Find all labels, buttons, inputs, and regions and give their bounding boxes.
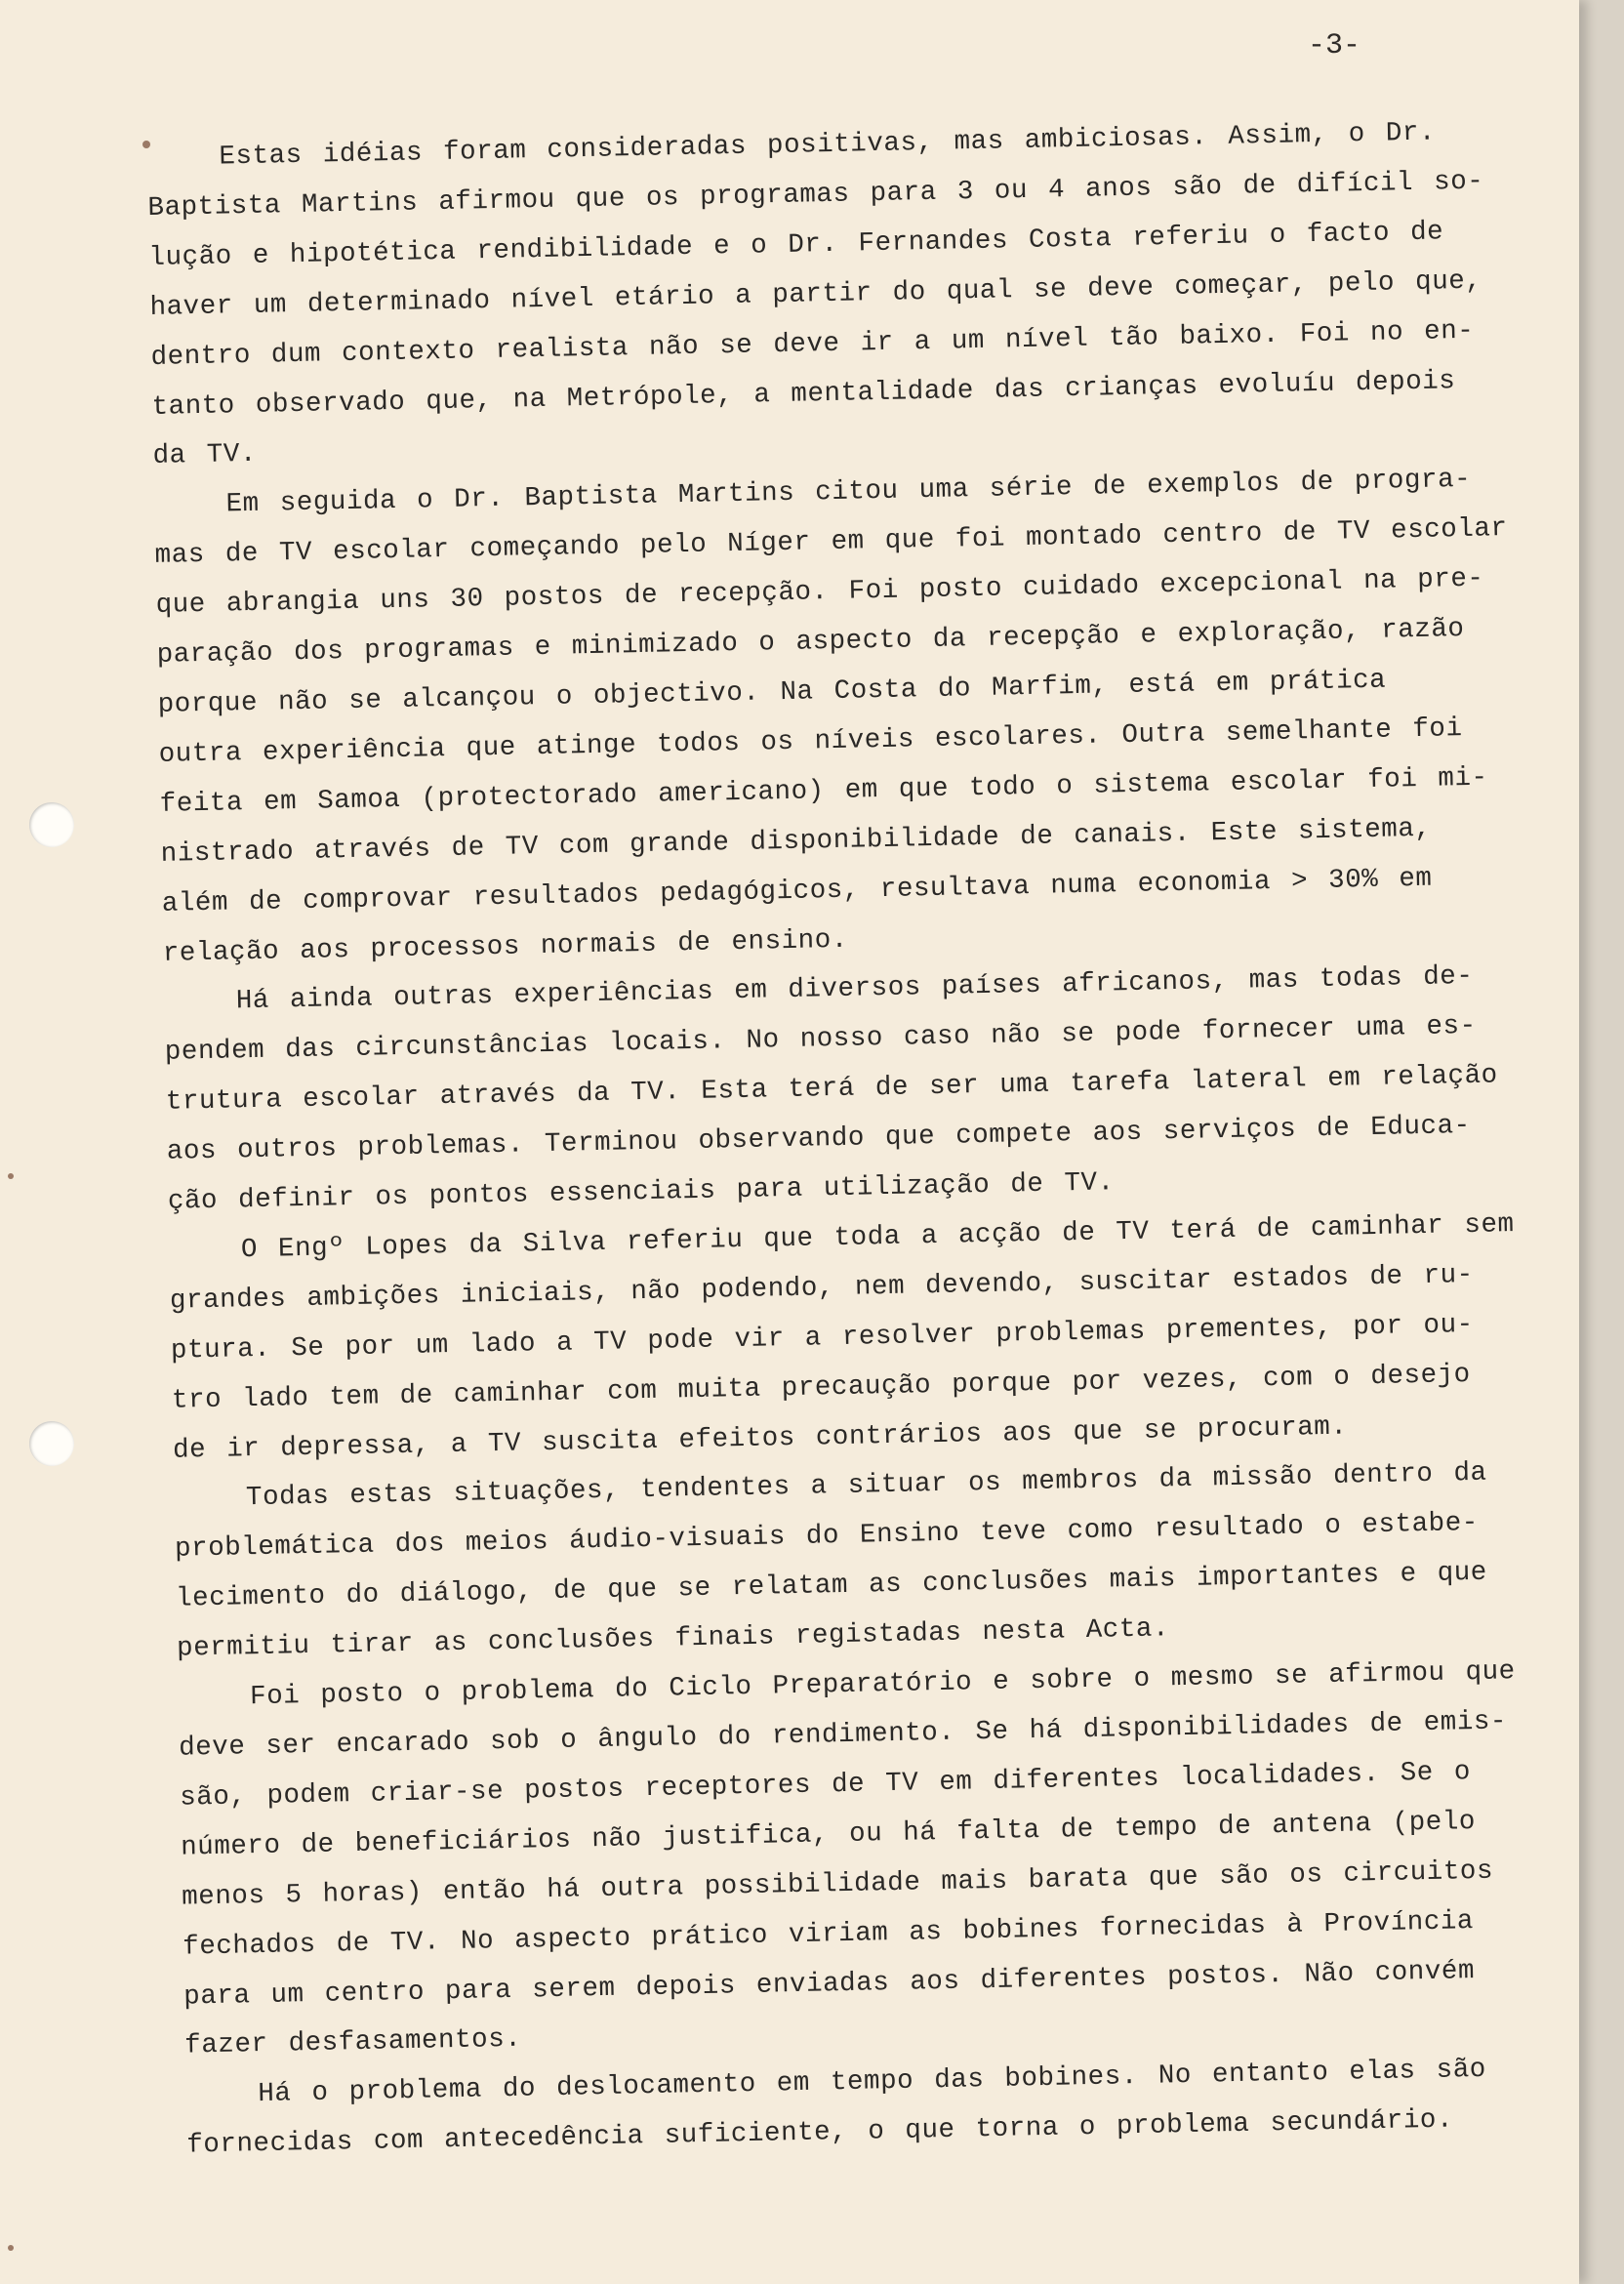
- paragraph: [146, 106, 1559, 482]
- text-line: Há ainda outras experiências em diversos países africanos, mas todas de-: [235, 961, 1474, 1017]
- text-line: pendem das circunstâncias locais. No nosso caso não se pode fornecer uma es-: [164, 1011, 1477, 1069]
- text-line: de ir depressa, a TV suscita efeitos contrários aos que se procuram.: [172, 1411, 1348, 1466]
- text-line: nistrado através de TV com grande disponibilidade de canais. Este sistema,: [160, 813, 1432, 870]
- text-line: permitiu tirar as conclusões finais registadas nesta Acta.: [176, 1613, 1170, 1664]
- punch-hole: [29, 802, 74, 847]
- text-line: haver um determinado nível etário a partir do qual se deve começar, pelo que,: [149, 265, 1482, 323]
- text-line: tanto observado que, na Metrópole, a mentalidade das crianças evoluíu depois: [151, 365, 1456, 423]
- text-line: Todas estas situações, tendentes a situar os membros da missão dentro da: [245, 1458, 1487, 1514]
- text-line: lução e hipotética rendibilidade e o Dr. Fernandes Costa referiu o facto de: [148, 217, 1444, 273]
- text-line: outra experiência que atinge todos os níveis escolares. Outra semelhante foi: [158, 713, 1463, 770]
- text-line: são, podem criar-se postos receptores de TV em diferentes localidades. Se o: [179, 1757, 1472, 1814]
- text-line: menos 5 horas) então há outra possibilidade mais barata que são os circuitos: [181, 1856, 1494, 1913]
- paragraph: [153, 454, 1568, 979]
- typed-body-text: [146, 106, 1593, 2172]
- paragraph: [174, 1448, 1583, 1674]
- page-number: -3-: [1308, 29, 1361, 62]
- text-line: fazer desfasamentos.: [184, 2024, 522, 2062]
- text-line: deve ser encarado sob o ângulo do rendimento. Se há disponibilidades de emis-: [178, 1706, 1508, 1764]
- text-line: dentro dum contexto realista não se deve ir a um nível tão baixo. Foi no en-: [150, 315, 1475, 373]
- text-line: Em seguida o Dr. Baptista Martins citou uma série de exemplos de progra-: [225, 465, 1472, 520]
- text-line: Foi posto o problema do Ciclo Preparatório e sobre o mesmo se afirmou que: [249, 1656, 1517, 1713]
- text-line: além de comprovar resultados pedagógicos, resultava numa economia > 30% em: [161, 863, 1433, 919]
- text-line: que abrangia uns 30 postos de recepção. Foi posto cuidado excepcional na pre-: [155, 563, 1484, 622]
- text-line: aos outros problemas. Terminou observando que compete aos serviços de Educa-: [166, 1111, 1471, 1167]
- text-line: porque não se alcançou o objectivo. Na Costa do Marfim, está em prática: [157, 665, 1387, 720]
- punch-hole: [29, 1421, 74, 1466]
- text-line: fechados de TV. No aspecto prático viriam as bobines fornecidas à Província: [182, 1905, 1475, 1963]
- text-line: Há o problema do deslocamento em tempo das bobines. No entanto elas são: [258, 2055, 1487, 2110]
- text-line: problemática dos meios áudio-visuais do Ensino teve como resultado o estabe-: [174, 1508, 1480, 1566]
- text-line: grandes ambições iniciais, não podendo, nem devendo, suscitar estados de ru-: [169, 1259, 1475, 1317]
- text-line: fornecidas com antecedência suficiente, o que torna o problema secundário.: [186, 2104, 1454, 2161]
- ink-mark: [8, 2245, 14, 2251]
- text-line: Baptista Martins afirmou que os programas para 3 ou 4 anos são de difícil so-: [147, 166, 1484, 224]
- text-line: número de beneficiários não justifica, ou há falta de tempo de antena (pelo: [180, 1806, 1477, 1863]
- paragraph: [168, 1200, 1578, 1476]
- text-line: tro lado tem de caminhar com muita precaução porque por vezes, com o desejo: [171, 1359, 1472, 1416]
- text-line: Estas idéias foram consideradas positivas, mas ambiciosas. Assim, o Dr.: [219, 117, 1437, 173]
- text-line: feita em Samoa (protectorado americano) em que todo o sistema escolar foi mi-: [159, 762, 1488, 820]
- text-line: trutura escolar através da TV. Esta terá de ser uma tarefa lateral em relação: [165, 1060, 1499, 1119]
- paragraph: [178, 1647, 1591, 2072]
- paragraph: [163, 951, 1573, 1227]
- text-line: lecimento do diálogo, de que se relatam as conclusões mais importantes e que: [175, 1558, 1488, 1614]
- text-line: para um centro para serem depois enviadas aos diferentes postos. Não convém: [183, 1955, 1476, 2013]
- text-line: mas de TV escolar começando pelo Níger em que foi montado centro de TV escolar: [154, 513, 1508, 572]
- text-line: ção definir os pontos essenciais para utilização de TV.: [167, 1167, 1115, 1217]
- text-line: paração dos programas e minimizado o aspecto da recepção e exploração, razão: [156, 614, 1465, 671]
- text-line: ptura. Se por um lado a TV pode vir a resolver problemas prementes, por ou-: [170, 1309, 1475, 1366]
- text-line: da TV.: [152, 439, 258, 472]
- text-line: O Engº Lopes da Silva referiu que toda a acção de TV terá de caminhar sem: [240, 1209, 1515, 1266]
- text-line: relação aos processos normais de ensino.: [162, 924, 849, 969]
- ink-mark: [8, 1173, 14, 1179]
